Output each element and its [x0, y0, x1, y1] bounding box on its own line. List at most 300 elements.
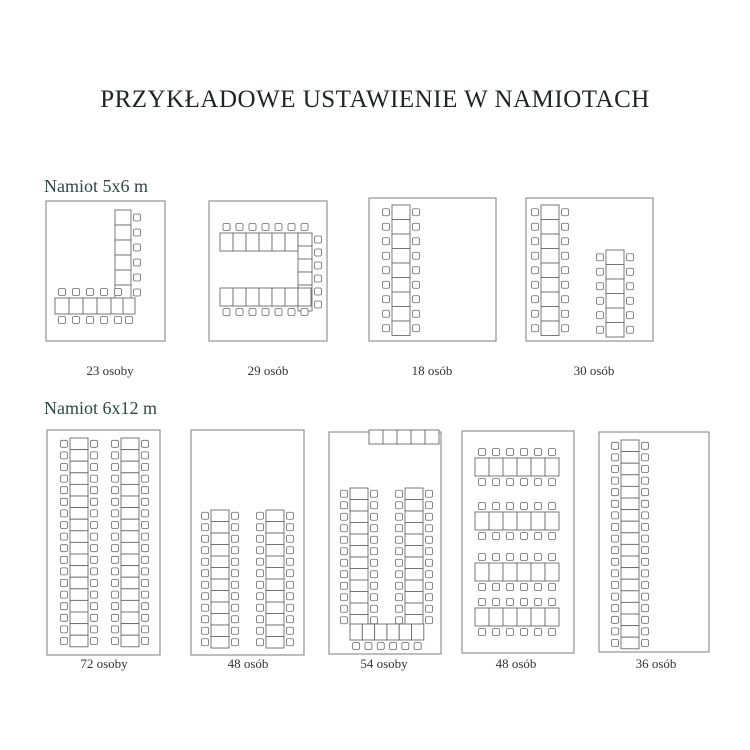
table — [259, 233, 272, 251]
chair — [371, 594, 378, 601]
table — [70, 438, 88, 450]
chair — [315, 236, 322, 243]
chair — [341, 502, 348, 509]
chair — [371, 582, 378, 589]
chair — [223, 224, 230, 231]
table — [387, 624, 399, 640]
chair — [287, 512, 294, 519]
page-title: PRZYKŁADOWE USTAWIENIE W NAMIOTACH — [100, 86, 650, 113]
chair — [642, 535, 649, 542]
chair — [236, 224, 243, 231]
chair — [627, 283, 634, 290]
chair — [377, 643, 384, 650]
table — [621, 614, 639, 626]
chair — [202, 604, 209, 611]
chair — [479, 533, 486, 540]
chair — [535, 629, 542, 636]
chair — [612, 466, 619, 473]
table — [266, 568, 284, 580]
chair — [112, 556, 119, 563]
table — [621, 544, 639, 556]
chair — [249, 224, 256, 231]
table — [115, 225, 131, 240]
chair — [257, 581, 264, 588]
table — [115, 270, 131, 285]
table — [621, 568, 639, 580]
chair — [479, 554, 486, 561]
chair — [61, 510, 68, 517]
chair — [257, 558, 264, 565]
chair — [112, 475, 119, 482]
chair — [612, 512, 619, 519]
table — [621, 475, 639, 487]
caption-6x12-two-long-rows: 72 osoby — [80, 656, 128, 671]
chair — [383, 238, 390, 245]
chair — [562, 267, 569, 274]
chair — [115, 317, 122, 324]
table — [541, 234, 559, 249]
chair — [257, 604, 264, 611]
chair — [612, 640, 619, 647]
chair — [413, 310, 420, 317]
table — [266, 591, 284, 603]
chair — [383, 209, 390, 216]
chair — [562, 238, 569, 245]
table — [115, 210, 131, 225]
table — [606, 308, 624, 323]
table — [211, 510, 229, 522]
table — [621, 510, 639, 522]
chair — [61, 475, 68, 482]
chair — [112, 638, 119, 645]
table — [545, 608, 559, 626]
chair — [597, 268, 604, 275]
table — [541, 292, 559, 307]
chair — [202, 547, 209, 554]
chair — [287, 570, 294, 577]
chair — [287, 604, 294, 611]
chair — [315, 288, 322, 295]
chair — [562, 223, 569, 230]
table — [259, 288, 272, 306]
table — [489, 608, 503, 626]
chair — [642, 570, 649, 577]
table — [350, 580, 368, 592]
chair — [426, 559, 433, 566]
chair — [507, 584, 514, 591]
table — [350, 546, 368, 558]
table — [121, 484, 139, 496]
chair — [642, 477, 649, 484]
table — [531, 608, 545, 626]
chair — [390, 643, 397, 650]
chair — [61, 464, 68, 471]
chair — [91, 464, 98, 471]
table — [399, 624, 411, 640]
chair — [73, 289, 80, 296]
chair — [315, 301, 322, 308]
chair — [612, 454, 619, 461]
table — [531, 458, 545, 476]
chair — [142, 638, 149, 645]
chair — [59, 289, 66, 296]
table — [541, 263, 559, 278]
chair — [142, 475, 149, 482]
table — [397, 430, 411, 444]
table — [70, 531, 88, 543]
table — [266, 533, 284, 545]
chair — [402, 643, 409, 650]
table — [405, 557, 423, 569]
table — [285, 233, 298, 251]
chair — [223, 309, 230, 316]
chair — [112, 533, 119, 540]
chair — [61, 533, 68, 540]
chair — [479, 629, 486, 636]
chair — [426, 594, 433, 601]
chair — [287, 639, 294, 646]
chair — [61, 452, 68, 459]
chair — [91, 591, 98, 598]
table — [220, 288, 233, 306]
chair — [315, 249, 322, 256]
chair — [134, 214, 141, 221]
table — [405, 546, 423, 558]
chair — [232, 535, 239, 542]
table — [121, 461, 139, 473]
table — [211, 568, 229, 580]
chair — [142, 498, 149, 505]
chair — [371, 490, 378, 497]
chair — [134, 259, 141, 266]
chair — [371, 571, 378, 578]
table — [541, 278, 559, 293]
chair — [612, 489, 619, 496]
table — [392, 307, 410, 322]
table — [545, 512, 559, 530]
table — [531, 563, 545, 581]
chair — [396, 490, 403, 497]
chair — [549, 599, 556, 606]
chair — [87, 289, 94, 296]
chair — [202, 639, 209, 646]
chair — [549, 533, 556, 540]
chair — [112, 614, 119, 621]
chair — [91, 475, 98, 482]
chair — [232, 581, 239, 588]
chair — [91, 510, 98, 517]
table — [83, 298, 97, 314]
table — [266, 625, 284, 637]
chair — [202, 627, 209, 634]
table — [298, 246, 312, 259]
chair — [232, 616, 239, 623]
chair — [642, 628, 649, 635]
chair — [507, 554, 514, 561]
chair — [521, 503, 528, 510]
chair — [413, 209, 420, 216]
table — [350, 603, 368, 615]
chair — [112, 545, 119, 552]
table — [545, 458, 559, 476]
table — [211, 545, 229, 557]
chair — [426, 571, 433, 578]
chair — [91, 638, 98, 645]
chair — [91, 498, 98, 505]
chair — [371, 559, 378, 566]
table — [266, 522, 284, 534]
chair — [341, 617, 348, 624]
chair — [642, 593, 649, 600]
chair — [532, 267, 539, 274]
chair — [383, 267, 390, 274]
table — [606, 294, 624, 309]
chair — [642, 582, 649, 589]
table — [211, 522, 229, 534]
chair — [426, 525, 433, 532]
chair — [597, 312, 604, 319]
chair — [61, 498, 68, 505]
table — [70, 554, 88, 566]
table — [123, 298, 135, 314]
chair — [426, 548, 433, 555]
chair — [549, 584, 556, 591]
chair — [73, 317, 80, 324]
table — [405, 580, 423, 592]
chair — [549, 479, 556, 486]
section-label-6x12: Namiot 6x12 m — [44, 398, 157, 418]
table — [621, 498, 639, 510]
table — [211, 533, 229, 545]
chair — [257, 616, 264, 623]
chair — [612, 558, 619, 565]
chair — [134, 289, 141, 296]
table — [392, 263, 410, 278]
chair — [202, 570, 209, 577]
table — [70, 589, 88, 601]
chair — [507, 449, 514, 456]
chair — [112, 580, 119, 587]
table — [246, 288, 259, 306]
table — [412, 624, 424, 640]
chair — [413, 267, 420, 274]
table — [392, 278, 410, 293]
chair — [112, 626, 119, 633]
chair — [642, 489, 649, 496]
chair — [257, 639, 264, 646]
table — [545, 563, 559, 581]
chair — [232, 570, 239, 577]
table — [392, 292, 410, 307]
chair — [262, 309, 269, 316]
chair — [532, 281, 539, 288]
table — [541, 205, 559, 220]
table — [621, 579, 639, 591]
chair — [612, 442, 619, 449]
chair — [627, 312, 634, 319]
chair — [479, 479, 486, 486]
table — [285, 288, 298, 306]
chair — [642, 605, 649, 612]
chair — [61, 603, 68, 610]
table — [503, 512, 517, 530]
table — [266, 637, 284, 649]
chair — [612, 524, 619, 531]
table — [121, 450, 139, 462]
chair — [91, 603, 98, 610]
chair — [275, 224, 282, 231]
chair — [262, 224, 269, 231]
table — [392, 220, 410, 235]
chair — [479, 503, 486, 510]
chair — [101, 289, 108, 296]
chair — [426, 502, 433, 509]
chair — [142, 452, 149, 459]
chair — [413, 238, 420, 245]
chair — [112, 440, 119, 447]
chair — [532, 252, 539, 259]
chair — [535, 584, 542, 591]
chair — [535, 599, 542, 606]
table — [121, 566, 139, 578]
chair — [115, 289, 122, 296]
table — [531, 512, 545, 530]
chair — [521, 449, 528, 456]
chair — [383, 325, 390, 332]
table — [211, 602, 229, 614]
chair — [549, 629, 556, 636]
table — [266, 556, 284, 568]
table — [405, 534, 423, 546]
chair — [232, 639, 239, 646]
table — [606, 323, 624, 338]
chair — [426, 582, 433, 589]
chair — [493, 599, 500, 606]
chair — [396, 536, 403, 543]
chair — [134, 229, 141, 236]
table — [211, 625, 229, 637]
table — [266, 614, 284, 626]
table — [211, 556, 229, 568]
table — [489, 563, 503, 581]
table — [392, 205, 410, 220]
chair — [315, 262, 322, 269]
table — [606, 279, 624, 294]
chair — [202, 524, 209, 531]
chair — [91, 487, 98, 494]
chair — [91, 626, 98, 633]
table — [70, 624, 88, 636]
chair — [91, 522, 98, 529]
table — [266, 545, 284, 557]
table — [369, 430, 383, 444]
table — [350, 592, 368, 604]
chair — [479, 599, 486, 606]
chair — [642, 558, 649, 565]
chair — [61, 614, 68, 621]
chair — [232, 512, 239, 519]
chair — [341, 525, 348, 532]
chair — [396, 571, 403, 578]
chair — [257, 570, 264, 577]
chair — [257, 547, 264, 554]
chair — [642, 500, 649, 507]
table — [541, 249, 559, 264]
chair — [521, 554, 528, 561]
chair — [612, 616, 619, 623]
chair — [61, 545, 68, 552]
table — [115, 240, 131, 255]
table — [350, 569, 368, 581]
chair — [202, 558, 209, 565]
chair — [383, 223, 390, 230]
chair — [353, 643, 360, 650]
table — [121, 438, 139, 450]
chair — [202, 581, 209, 588]
table — [621, 463, 639, 475]
chair — [61, 522, 68, 529]
chair — [642, 524, 649, 531]
chair — [507, 599, 514, 606]
table — [350, 534, 368, 546]
chair — [142, 545, 149, 552]
chair — [287, 581, 294, 588]
table — [475, 608, 489, 626]
table — [233, 233, 246, 251]
caption-6x12-banquet: 48 osób — [495, 656, 537, 671]
chair — [61, 440, 68, 447]
chair — [532, 310, 539, 317]
table — [70, 519, 88, 531]
table — [70, 484, 88, 496]
chair — [371, 605, 378, 612]
table — [392, 249, 410, 264]
table — [220, 233, 233, 251]
chair — [341, 571, 348, 578]
table — [405, 523, 423, 535]
chair — [426, 605, 433, 612]
table — [350, 511, 368, 523]
chair — [383, 296, 390, 303]
table — [606, 265, 624, 280]
table — [211, 637, 229, 649]
chair — [142, 510, 149, 517]
chair — [341, 548, 348, 555]
chair — [535, 533, 542, 540]
chair — [493, 479, 500, 486]
chair — [562, 252, 569, 259]
table — [121, 519, 139, 531]
chair — [396, 513, 403, 520]
table — [69, 298, 83, 314]
chair — [257, 593, 264, 600]
chair — [287, 616, 294, 623]
chair — [287, 558, 294, 565]
table — [70, 473, 88, 485]
table — [55, 298, 69, 314]
table — [475, 512, 489, 530]
table — [350, 500, 368, 512]
chair — [597, 283, 604, 290]
table — [475, 563, 489, 581]
chair — [91, 452, 98, 459]
chair — [612, 535, 619, 542]
chair — [612, 593, 619, 600]
chair — [642, 466, 649, 473]
table — [115, 255, 131, 270]
table — [350, 557, 368, 569]
chair — [479, 449, 486, 456]
